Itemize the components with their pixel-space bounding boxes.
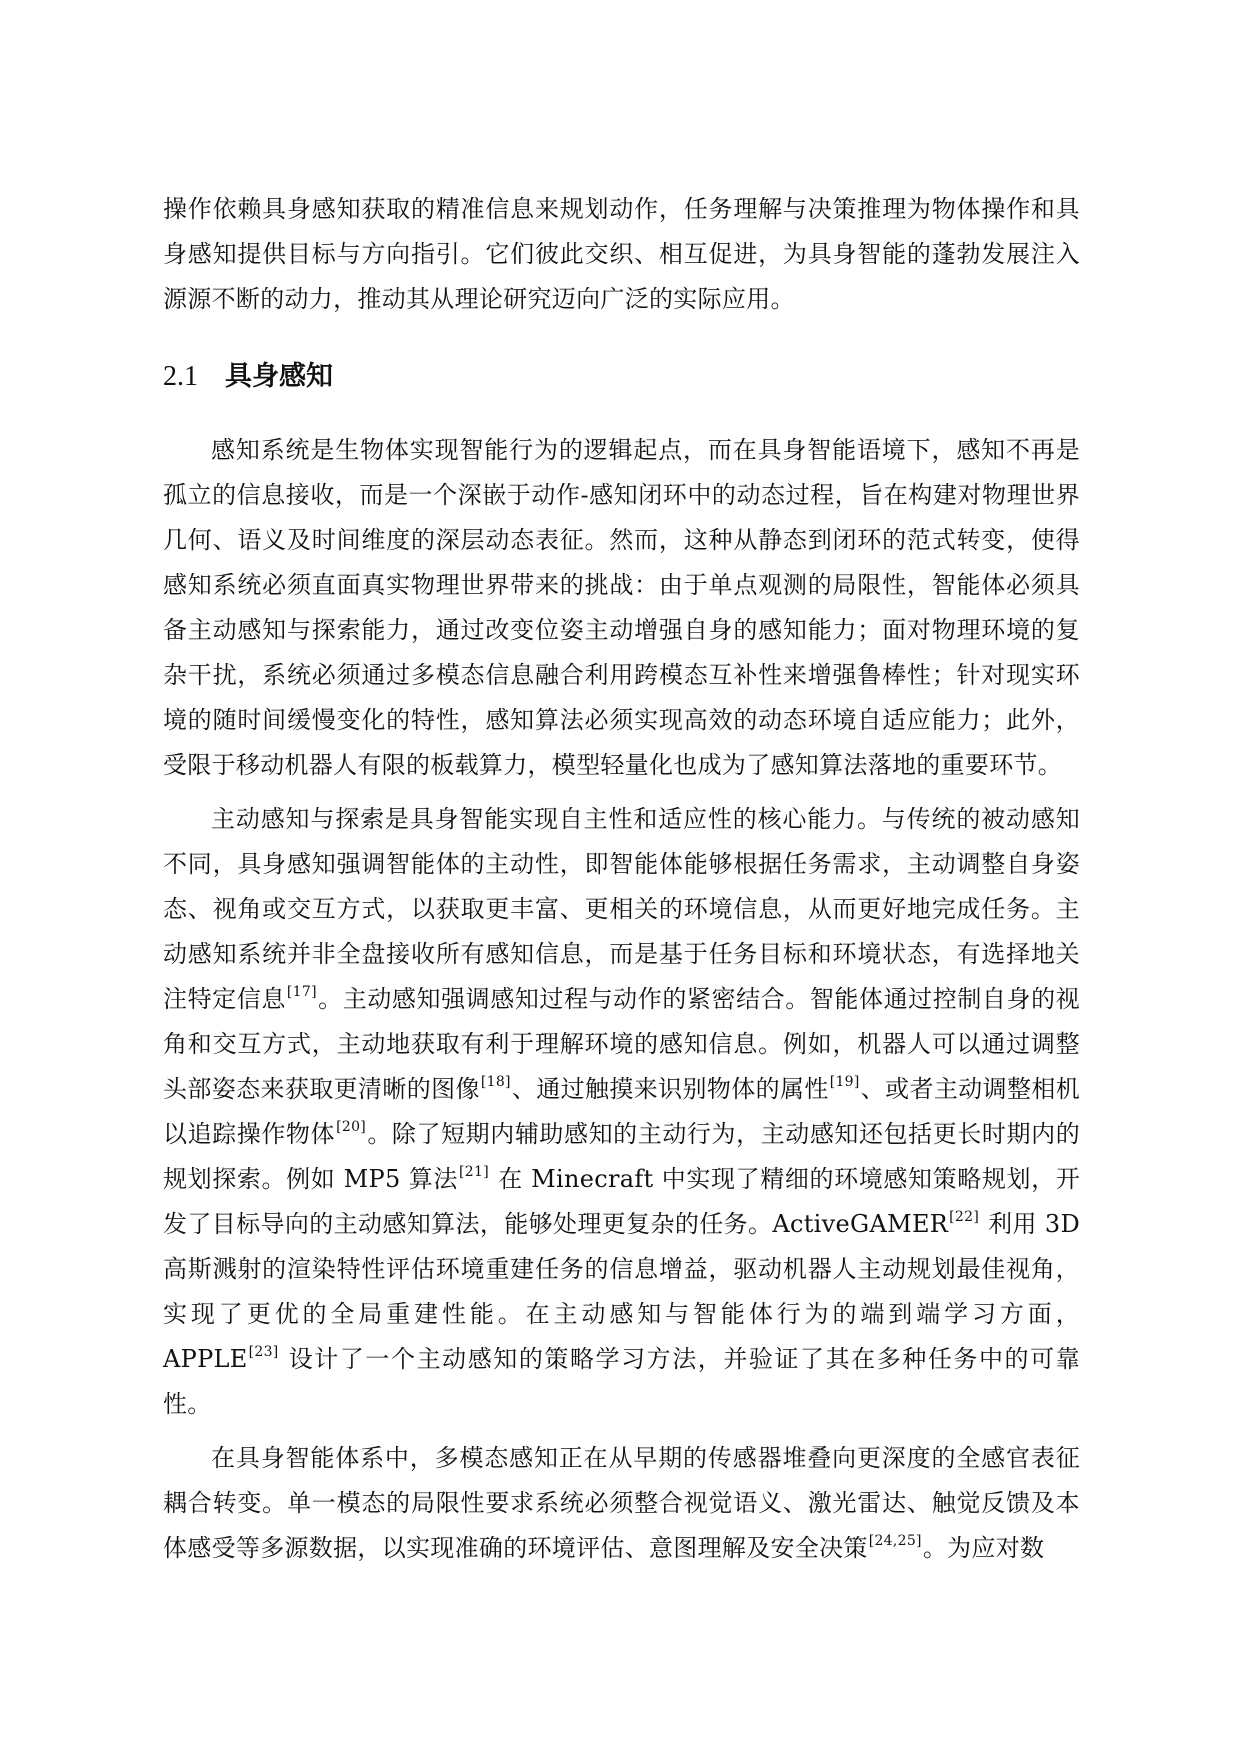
citation-ref: [18] [480,1074,511,1090]
citation-ref: [22] [949,1209,980,1225]
paragraph-text: 、通过触摸来识别物体的属性 [511,1075,829,1103]
paragraph-text: 在具身智能体系中，多模态感知正在从早期的传感器堆叠向更深度的全感官表征耦合转变。单一模态的局限性要求系统必须整合视觉语义、激光雷达、触觉反馈及本体感受等多源数据，以实现准确的环境评估、意图理解及安全决策 [163,1444,1080,1562]
citation-ref: [23] [248,1344,279,1360]
paragraph-text: 、或者主动调整相机以追踪操作物体 [163,1075,1081,1148]
citation-ref: [21] [459,1164,489,1180]
intro-paragraph: 操作依赖具身感知获取的精准信息来规划动作，任务理解与决策推理为物体操作和具身感知提供目标与方向指引。它们彼此交织、相互促进，为具身智能的蓬勃发展注入源源不断的动力，推动其从理论研究迈向广泛的实际应用。 [163,195,1080,313]
spacer [163,322,1080,354]
paragraph-active-perception [163,797,1080,1427]
paragraph-text: 设计了一个主动感知的策略学习方法，并验证了其在多种任务中的可靠性。 [163,1345,1080,1418]
paragraph-text: 利用 3D 高斯溅射的渲染特性评估环境重建任务的信息增益，驱动机器人主动规划最佳视角，实现了更优的全局重建性能。在主动感知与智能体行为的端到端学习方面，APPLE [163,1210,1080,1373]
paragraph-text: 。为应对数 [922,1534,1045,1562]
paragraph-text: 。除了短期内辅助感知的主动行为，主动感知还包括更长时期内的规划探索。例如 MP5 算法 [163,1120,1080,1193]
paragraph-text: 在 Minecraft 中实现了精细的环境感知策略规划，开发了目标导向的主动感知算法，能够处理更复杂的任务。ActiveGAMER [163,1165,1080,1238]
spacer [163,788,1080,797]
citation-ref: [17] [286,984,317,1000]
paragraph-text: 主动感知与探索是具身智能实现自主性和适应性的核心能力。与传统的被动感知不同，具身感知强调智能体的主动性，即智能体能够根据任务需求，主动调整自身姿态、视角或交互方式，以获取更丰富、更相关的环境信息，从而更好地完成任务。主动感知系统并非全盘接收所有感知信息，而是基于任务目标和环境状态，有选择地关注特定信息 [163,805,1080,1013]
paragraph-multimodal-perception [163,1436,1080,1571]
section-heading [163,354,1080,404]
paragraph-text: 。主动感知强调感知过程与动作的紧密结合。智能体通过控制自身的视角和交互方式，主动地获取有利于理解环境的感知信息。例如，机器人可以通过调整头部姿态来获取更清晰的图像 [163,985,1080,1103]
section-title: 具身感知 [225,361,333,392]
page-content [163,187,1080,1571]
citation-ref: [20] [336,1119,367,1135]
paragraph-perception-intro: 感知系统是生物体实现智能行为的逻辑起点，而在具身智能语境下，感知不再是孤立的信息接收，而是一个深嵌于动作-感知闭环中的动态过程，旨在构建对物理世界几何、语义及时间维度的深层动态表征。然而，这种从静态到闭环的范式转变，使得感知系统必须直面真实物理世界带来的挑战：由于单点观测的局限性，智能体必须具备主动感知与探索能力，通过改变位姿主动增强自身的感知能力；面对物理环境的复杂干扰，系统必须通过多模态信息融合利用跨模态互补性来增强鲁棒性；针对现实环境的随时间缓慢变化的特性，感知算法必须实现高效的动态环境自适应能力；此外，受限于移动机器人有限的板载算力，模型轻量化也成为了感知算法落地的重要环节。 [163,436,1080,779]
spacer [163,1427,1080,1436]
section-number: 2.1 [163,361,198,392]
citation-ref: [19] [829,1074,860,1090]
citation-ref: [24,25] [868,1533,922,1549]
